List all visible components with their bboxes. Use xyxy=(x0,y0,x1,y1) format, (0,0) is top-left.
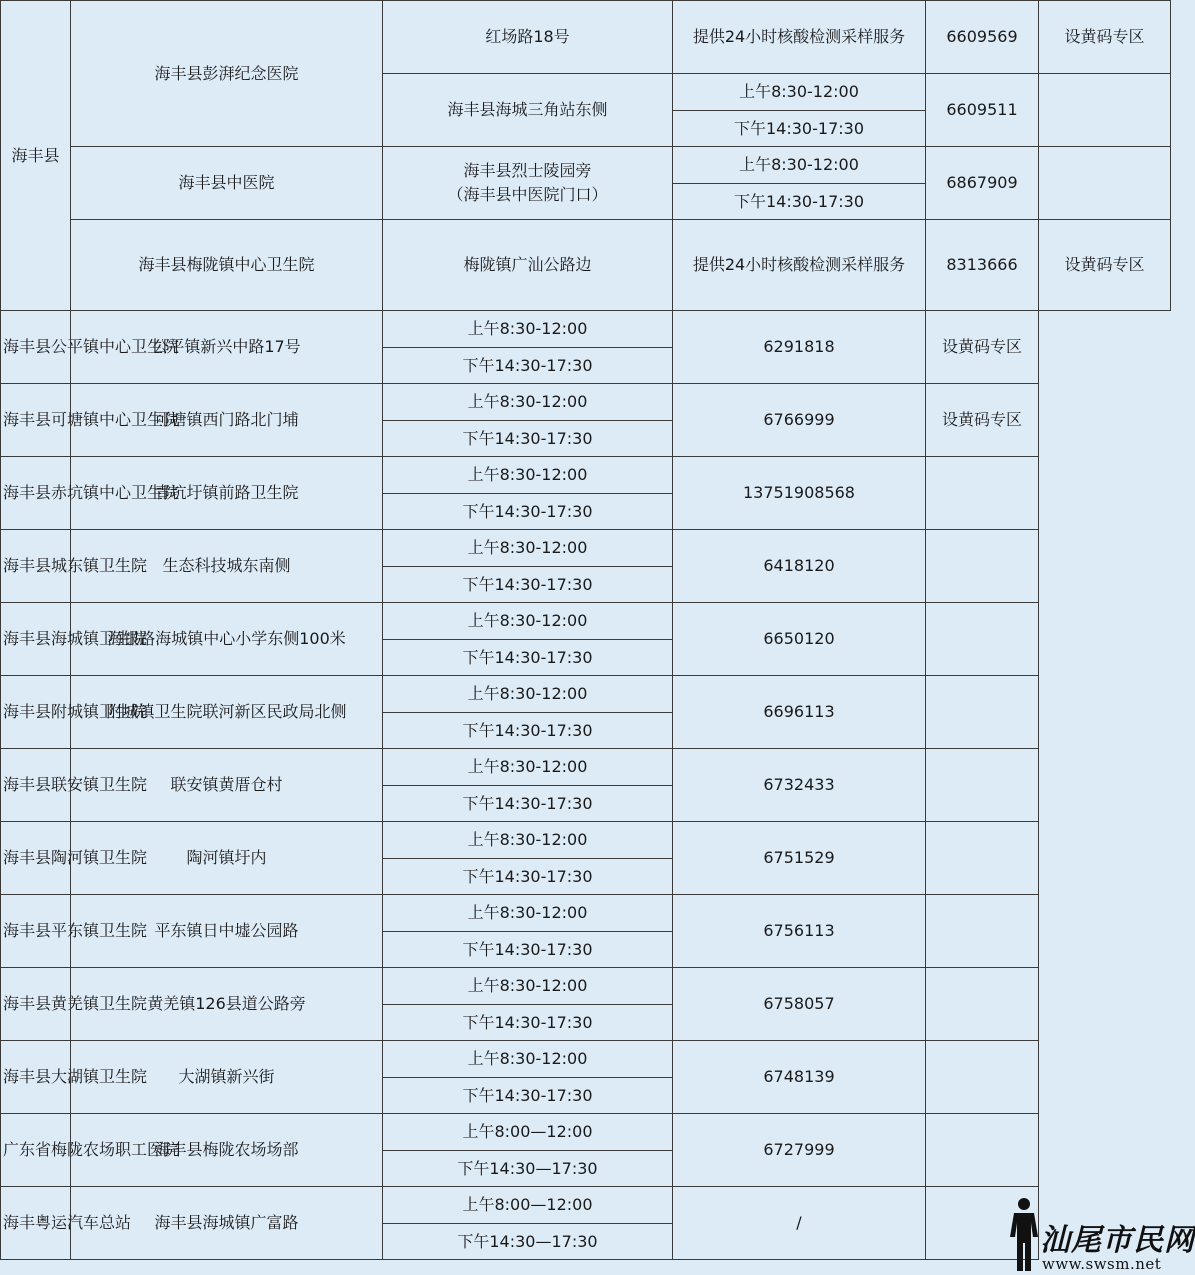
note xyxy=(1039,74,1171,147)
phone: 6727999 xyxy=(673,1114,926,1187)
hours-pm: 下午14:30-17:30 xyxy=(383,348,673,384)
table-row xyxy=(1,530,1171,567)
site-address: 大湖镇新兴街 xyxy=(71,1041,383,1114)
phone: / xyxy=(673,1187,926,1260)
hours-pm: 下午14:30-17:30 xyxy=(383,494,673,530)
hours-am: 上午8:30-12:00 xyxy=(383,384,673,421)
site-name: 海丰县联安镇卫生院 xyxy=(1,749,71,822)
hours-pm: 下午14:30—17:30 xyxy=(383,1151,673,1187)
table-row xyxy=(1,1114,1171,1151)
hours-pm: 下午14:30-17:30 xyxy=(383,640,673,676)
site-name: 海丰县彭湃纪念医院 xyxy=(71,1,383,147)
hours-am: 上午8:00—12:00 xyxy=(383,1187,673,1224)
site-address: 海银路海城镇中心小学东侧100米 xyxy=(71,603,383,676)
watermark-text: 汕尾市民网 xyxy=(1040,1223,1195,1258)
phone: 6418120 xyxy=(673,530,926,603)
note xyxy=(926,895,1039,968)
hours-am: 上午8:30-12:00 xyxy=(673,74,926,111)
hours-am: 上午8:30-12:00 xyxy=(383,676,673,713)
phone: 6756113 xyxy=(673,895,926,968)
site-address-line: （海丰县中医院门口） xyxy=(447,185,608,204)
county-cell: 海丰县 xyxy=(1,1,71,311)
note xyxy=(926,822,1039,895)
hours-am: 上午8:30-12:00 xyxy=(383,1041,673,1078)
site-address: 青坑圩镇前路卫生院 xyxy=(71,457,383,530)
site-address: 陶河镇圩内 xyxy=(71,822,383,895)
site-address: 公平镇新兴中路17号 xyxy=(71,311,383,384)
hours-am: 上午8:30-12:00 xyxy=(383,968,673,1005)
hours-pm: 下午14:30-17:30 xyxy=(383,713,673,749)
table-row xyxy=(1,603,1171,640)
hours-am: 上午8:30-12:00 xyxy=(383,311,673,348)
site-name: 海丰县附城镇卫生院 xyxy=(1,676,71,749)
hours-pm: 下午14:30-17:30 xyxy=(383,859,673,895)
table-row xyxy=(1,311,1171,348)
note xyxy=(926,530,1039,603)
table-row xyxy=(1,147,1171,184)
site-name: 海丰县可塘镇中心卫生院 xyxy=(1,384,71,457)
phone: 6609569 xyxy=(926,1,1039,74)
hours-am: 上午8:30-12:00 xyxy=(383,457,673,494)
service-hours: 提供24小时核酸检测采样服务 xyxy=(673,220,926,311)
phone: 13751908568 xyxy=(673,457,926,530)
note: 设黄码专区 xyxy=(926,311,1039,384)
hours-pm: 下午14:30-17:30 xyxy=(673,111,926,147)
site-name: 海丰县公平镇中心卫生院 xyxy=(1,311,71,384)
person-silhouette-icon xyxy=(1006,1197,1042,1273)
note xyxy=(926,968,1039,1041)
hours-am: 上午8:00—12:00 xyxy=(383,1114,673,1151)
watermark xyxy=(1006,1195,1195,1273)
site-address: 红场路18号 xyxy=(383,1,673,74)
hours-am: 上午8:30-12:00 xyxy=(383,822,673,859)
note: 设黄码专区 xyxy=(1039,220,1171,311)
site-name: 海丰县赤坑镇中心卫生院 xyxy=(1,457,71,530)
phone: 6732433 xyxy=(673,749,926,822)
note xyxy=(926,676,1039,749)
note xyxy=(1039,147,1171,220)
site-address: 海丰县海城镇广富路 xyxy=(71,1187,383,1260)
table-row xyxy=(1,1187,1171,1224)
table-row xyxy=(1,676,1171,713)
hours-pm: 下午14:30-17:30 xyxy=(383,786,673,822)
table-row xyxy=(1,968,1171,1005)
hours-pm: 下午14:30—17:30 xyxy=(383,1224,673,1260)
note: 设黄码专区 xyxy=(1039,1,1171,74)
site-address-line: 海丰县烈士陵园旁 xyxy=(463,161,592,180)
table-row xyxy=(1,457,1171,494)
table-row xyxy=(1,822,1171,859)
site-name: 海丰县平东镇卫生院 xyxy=(1,895,71,968)
site-address xyxy=(383,147,673,220)
phone: 6609511 xyxy=(926,74,1039,147)
site-address: 生态科技城东南侧 xyxy=(71,530,383,603)
site-name: 海丰县陶河镇卫生院 xyxy=(1,822,71,895)
note: 设黄码专区 xyxy=(926,384,1039,457)
table-row xyxy=(1,1041,1171,1078)
phone: 6696113 xyxy=(673,676,926,749)
phone: 6766999 xyxy=(673,384,926,457)
hours-pm: 下午14:30-17:30 xyxy=(383,1005,673,1041)
hours-pm: 下午14:30-17:30 xyxy=(383,567,673,603)
hours-pm: 下午14:30-17:30 xyxy=(383,1078,673,1114)
site-name: 海丰县梅陇镇中心卫生院 xyxy=(71,220,383,311)
note xyxy=(926,1041,1039,1114)
table-row xyxy=(1,895,1171,932)
note xyxy=(926,603,1039,676)
site-name: 海丰粤运汽车总站 xyxy=(1,1187,71,1260)
note xyxy=(926,1114,1039,1187)
site-address: 联安镇黄厝仓村 xyxy=(71,749,383,822)
phone: 6650120 xyxy=(673,603,926,676)
hours-am: 上午8:30-12:00 xyxy=(383,530,673,567)
note xyxy=(926,457,1039,530)
hours-pm: 下午14:30-17:30 xyxy=(383,421,673,457)
site-name: 海丰县大湖镇卫生院 xyxy=(1,1041,71,1114)
site-address: 平东镇日中墟公园路 xyxy=(71,895,383,968)
table-row xyxy=(1,1,1171,74)
table-row xyxy=(1,220,1171,311)
hours-am: 上午8:30-12:00 xyxy=(383,749,673,786)
site-name: 海丰县海城镇卫生院 xyxy=(1,603,71,676)
hours-pm: 下午14:30-17:30 xyxy=(383,932,673,968)
site-address: 海丰县梅陇农场场部 xyxy=(71,1114,383,1187)
phone: 6867909 xyxy=(926,147,1039,220)
table-row xyxy=(1,749,1171,786)
site-name: 海丰县黄羌镇卫生院 xyxy=(1,968,71,1041)
site-address: 可塘镇西门路北门埔 xyxy=(71,384,383,457)
phone: 8313666 xyxy=(926,220,1039,311)
site-name: 广东省梅陇农场职工医院 xyxy=(1,1114,71,1187)
site-address: 梅陇镇广汕公路边 xyxy=(383,220,673,311)
phone: 6758057 xyxy=(673,968,926,1041)
watermark-url: www.swsm.net xyxy=(1042,1255,1162,1273)
phone: 6748139 xyxy=(673,1041,926,1114)
site-name: 海丰县中医院 xyxy=(71,147,383,220)
hours-am: 上午8:30-12:00 xyxy=(383,895,673,932)
hours-am: 上午8:30-12:00 xyxy=(673,147,926,184)
note xyxy=(926,749,1039,822)
table-row xyxy=(1,384,1171,421)
site-address: 海丰县海城三角站东侧 xyxy=(383,74,673,147)
site-address: 黄羌镇126县道公路旁 xyxy=(71,968,383,1041)
service-hours: 提供24小时核酸检测采样服务 xyxy=(673,1,926,74)
phone: 6291818 xyxy=(673,311,926,384)
site-address: 附城镇卫生院联河新区民政局北侧 xyxy=(71,676,383,749)
phone: 6751529 xyxy=(673,822,926,895)
site-name: 海丰县城东镇卫生院 xyxy=(1,530,71,603)
hours-am: 上午8:30-12:00 xyxy=(383,603,673,640)
hours-pm: 下午14:30-17:30 xyxy=(673,184,926,220)
